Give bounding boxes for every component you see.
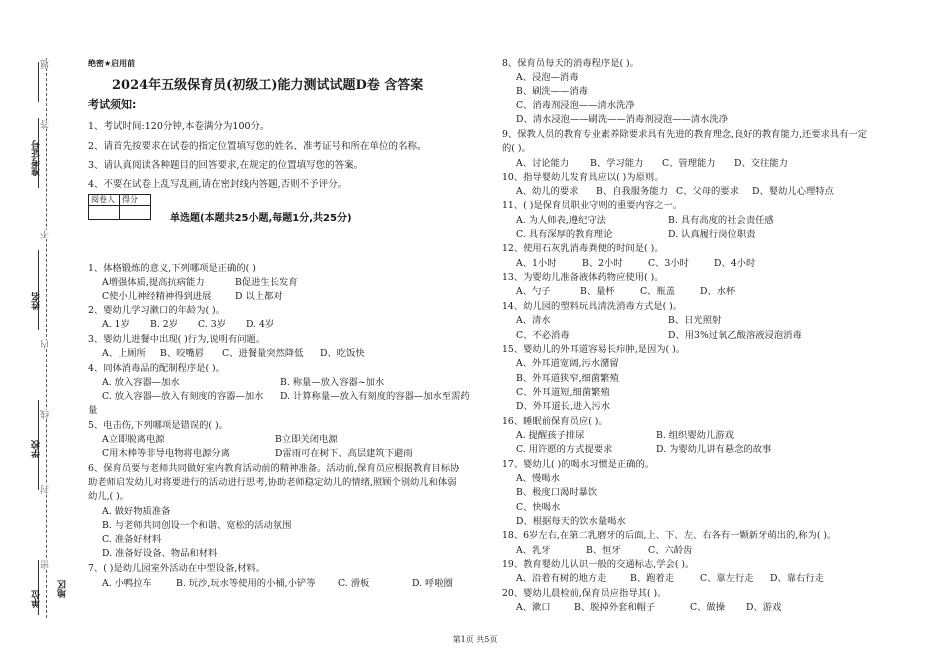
option: C使小儿神经精神得到进展 bbox=[102, 291, 212, 302]
question-continuation: 的( )。 bbox=[502, 143, 531, 154]
option: D、用3%过氧乙酸溶液浸泡消毒 bbox=[668, 330, 802, 341]
option: C、进餐量突然降低 bbox=[222, 348, 304, 359]
option: C、瓶盖 bbox=[640, 286, 676, 297]
question: 5、电击伤,下列哪项是错误的( )。 bbox=[88, 420, 228, 431]
question-continuation: 幼儿,( )。 bbox=[88, 491, 130, 502]
score-header: 得分 bbox=[120, 195, 151, 206]
question: 3、婴幼儿进餐中出现( )行为,说明有问题。 bbox=[88, 334, 266, 345]
grader-header: 阅卷人 bbox=[89, 195, 120, 206]
option: A. 提醒孩子排尿 bbox=[516, 430, 585, 441]
option: D、吃饭快 bbox=[320, 348, 365, 359]
seal-char: 线 bbox=[41, 410, 51, 419]
option: A、漱口 bbox=[516, 602, 551, 613]
notice-item: 1、考试时间:120分钟,本卷满分为100分。 bbox=[88, 121, 270, 132]
option: B. 与老师共同创设一个和谐、宽松的活动氛围 bbox=[102, 520, 292, 531]
option-continuation: 量 bbox=[88, 405, 98, 416]
option: A、上厕所 bbox=[102, 348, 146, 359]
notice-item: 4、不要在试卷上乱写乱画,请在密封线内答题,否则不予评分。 bbox=[88, 179, 348, 190]
option: D、游戏 bbox=[746, 602, 782, 613]
seal-char: 内 bbox=[41, 340, 51, 349]
option: D. 计算称量—放入有刻度的容器—加水至需药 bbox=[280, 391, 470, 402]
option: B. 具有高度的社会责任感 bbox=[668, 215, 774, 226]
seal-line bbox=[46, 58, 47, 618]
option: B、日光照射 bbox=[668, 315, 722, 326]
option: B、刷洗——消毒 bbox=[516, 86, 588, 97]
field-label: 学校 bbox=[32, 440, 42, 458]
question: 19、教育婴幼儿认识一般的交通标志,学会( )。 bbox=[502, 559, 695, 570]
option: D、4小时 bbox=[714, 258, 756, 269]
option: C. 准备好材料 bbox=[102, 534, 162, 545]
option: A、浸泡—消毒 bbox=[516, 72, 579, 83]
question-continuation: 助老师启发幼儿对将要进行的活动进行思考,协助老师稳定幼儿的情绪,照顾个别幼儿和体弱 bbox=[88, 477, 457, 488]
grader-cell bbox=[89, 206, 120, 220]
option: C、外耳道短,细菌繁殖 bbox=[516, 387, 610, 398]
question: 1、体格锻炼的意义,下列哪项是正确的( ) bbox=[88, 263, 256, 274]
seal-char: 封 bbox=[41, 485, 51, 494]
field-underline bbox=[38, 250, 39, 330]
option: D、婴幼儿心理特点 bbox=[752, 186, 834, 197]
section-title: 单选题(本题共25小题,每题1分,共25分) bbox=[170, 213, 352, 224]
page-number: 第1页 共5页 bbox=[452, 635, 498, 644]
option: C、父母的要求 bbox=[676, 186, 739, 197]
question: 14、幼儿园的塑料玩具清洗消毒方式是( )。 bbox=[502, 301, 683, 312]
option: B、外耳道狭窄,细菌繁殖 bbox=[516, 373, 619, 384]
option: D. 为婴幼儿讲有悬念的故事 bbox=[656, 444, 772, 455]
score-cell bbox=[120, 206, 151, 220]
option: D 以上都对 bbox=[235, 291, 283, 302]
question: 16、睡眠前保育员应( )。 bbox=[502, 416, 608, 427]
score-table bbox=[88, 194, 151, 220]
option: B. 称量—放入容器~加水 bbox=[280, 377, 385, 388]
question: 12、使用石灰乳消毒粪便的时间是( )。 bbox=[502, 243, 664, 254]
option: A、勺子 bbox=[516, 286, 551, 297]
question: 20、婴幼儿晨检前,保育员应指导其( )。 bbox=[502, 588, 667, 599]
option: B. 组织婴幼儿游戏 bbox=[656, 430, 734, 441]
field-label: 单位 bbox=[32, 590, 42, 608]
option: C、管理能力 bbox=[662, 158, 716, 169]
question: 11、( )是保育员职业守则的重要内容之一。 bbox=[502, 200, 683, 211]
option: D雷雨可在树下、高层建筑下避雨 bbox=[275, 448, 413, 459]
notice-item: 2、请首先按要求在试卷的指定位置填写您的姓名、准考证号和所在单位的名称。 bbox=[88, 141, 427, 152]
option: A增强体质,提高抗病能力 bbox=[102, 277, 205, 288]
option: B立即关闭电源 bbox=[275, 434, 338, 445]
option: D. 4岁 bbox=[246, 319, 275, 330]
page-title: 2024年五级保育员(初级工)能力测试试题D卷 含答案 bbox=[112, 78, 424, 93]
option: B、学习能力 bbox=[590, 158, 644, 169]
notice-item: 3、请认真阅读各种题目的回答要求,在规定的位置填写您的答案。 bbox=[88, 160, 364, 171]
notice-heading: 考试须知: bbox=[88, 98, 137, 111]
question: 6、保育员要与老师共同做好室内教育活动前的精神准备。活动前,保育员应根据教育目标协 bbox=[88, 463, 460, 474]
question: 17、婴幼儿( )的喝水习惯是正确的。 bbox=[502, 459, 655, 470]
option: C. 用许愿的方式提要求 bbox=[516, 444, 613, 455]
option: B. 2岁 bbox=[150, 319, 178, 330]
question: 10、指导婴幼儿发育具应以( )为原则。 bbox=[502, 172, 664, 183]
option: D. 认真履行岗位职责 bbox=[668, 229, 756, 240]
question: 4、同体消毒品的配制程序是( )。 bbox=[88, 363, 225, 374]
option: D、外耳道长,进入污水 bbox=[516, 401, 611, 412]
option: D、靠右行走 bbox=[770, 573, 824, 584]
secret-label: 绝密★启用前 bbox=[88, 59, 136, 68]
option: C. 3岁 bbox=[198, 319, 226, 330]
option: C用木棒等非导电物将电源分离 bbox=[102, 448, 230, 459]
option: B. 玩沙,玩水等使用的小桶,小铲等 bbox=[176, 578, 316, 589]
seal-char: 密 bbox=[41, 560, 51, 569]
option: D、交往能力 bbox=[734, 158, 788, 169]
field-label: 姓名 bbox=[32, 292, 42, 310]
option: B、量杯 bbox=[580, 286, 615, 297]
option: A、幼儿的要求 bbox=[516, 186, 579, 197]
question: 13、为婴幼儿准备液体药物应使用( )。 bbox=[502, 272, 664, 283]
option: B、2小时 bbox=[582, 258, 623, 269]
option: A、讨论能力 bbox=[516, 158, 570, 169]
option: C、快喝水 bbox=[516, 502, 561, 513]
option: C、不必消毒 bbox=[516, 330, 570, 341]
option: A、沿着有树的地方走 bbox=[516, 573, 607, 584]
option: A. 放入容器—加水 bbox=[102, 377, 180, 388]
field-label: 准考证号 bbox=[32, 140, 42, 176]
option: B、极度口渴时暴饮 bbox=[516, 487, 598, 498]
question: 9、保教人员的教育专业素养除要求具有先进的教育理念,良好的教育能力,还要求具有一定 bbox=[502, 129, 868, 140]
option: B、咬嘴唇 bbox=[160, 348, 205, 359]
option: A、外耳道宽阔,污水潴留 bbox=[516, 358, 619, 369]
seal-char: 答 bbox=[41, 120, 51, 129]
option: C、做操 bbox=[690, 602, 726, 613]
option: C、六龄齿 bbox=[648, 545, 693, 556]
option: C、消毒剂浸泡——清水洗净 bbox=[516, 100, 635, 111]
option: A、慢喝水 bbox=[516, 473, 560, 484]
option: A、乳牙 bbox=[516, 545, 551, 556]
question: 2、婴幼儿学习漱口的年龄为( )。 bbox=[88, 305, 225, 316]
option: A. 1岁 bbox=[102, 319, 130, 330]
option: B、脱掉外套和帽子 bbox=[574, 602, 656, 613]
field-underline bbox=[38, 62, 39, 102]
option: D. 准备好设备、物品和材料 bbox=[102, 548, 218, 559]
question: 18、6岁左右,在第二乳磨牙的后面,上、下、左、右各有一颗新牙萌出的,称为( )。 bbox=[502, 530, 837, 541]
option: C、靠左行走 bbox=[700, 573, 754, 584]
option: C. 放入容器—放入有刻度的容器—加水 bbox=[102, 391, 264, 402]
option: D. 呼啦圈 bbox=[412, 578, 453, 589]
region-label: 地区 bbox=[58, 580, 68, 598]
option: A. 小鸭拉车 bbox=[102, 578, 152, 589]
option: A. 做好物质准备 bbox=[102, 506, 171, 517]
question: 8、保育员每天的消毒程序是( )。 bbox=[502, 58, 639, 69]
question: 7、( )是幼儿园室外活动在中型设备,材料。 bbox=[88, 563, 266, 574]
option: C. 具有深厚的教育理论 bbox=[516, 229, 613, 240]
option: D、清水浸泡——刷洗——消毒剂浸泡——清水洗净 bbox=[516, 114, 728, 125]
option: A、1小时 bbox=[516, 258, 557, 269]
option: D、水杯 bbox=[700, 286, 736, 297]
option: A. 为人师表,遵纪守法 bbox=[516, 215, 606, 226]
option: B促进生长发育 bbox=[235, 277, 298, 288]
seal-char: 不 bbox=[41, 230, 51, 239]
seal-char: 题 bbox=[41, 60, 51, 69]
option: B、恒牙 bbox=[586, 545, 621, 556]
option: B、自我服务能力 bbox=[596, 186, 668, 197]
option: D、根据每天的饮水量喝水 bbox=[516, 516, 626, 527]
option: C、3小时 bbox=[648, 258, 689, 269]
option: B、跑着走 bbox=[630, 573, 675, 584]
binding-margin bbox=[0, 0, 85, 671]
option: A立即脱离电源 bbox=[102, 434, 165, 445]
question: 15、婴幼儿的外耳道容易长疖肿,是因为( )。 bbox=[502, 344, 686, 355]
option: A、清水 bbox=[516, 315, 551, 326]
option: C. 滑板 bbox=[338, 578, 370, 589]
